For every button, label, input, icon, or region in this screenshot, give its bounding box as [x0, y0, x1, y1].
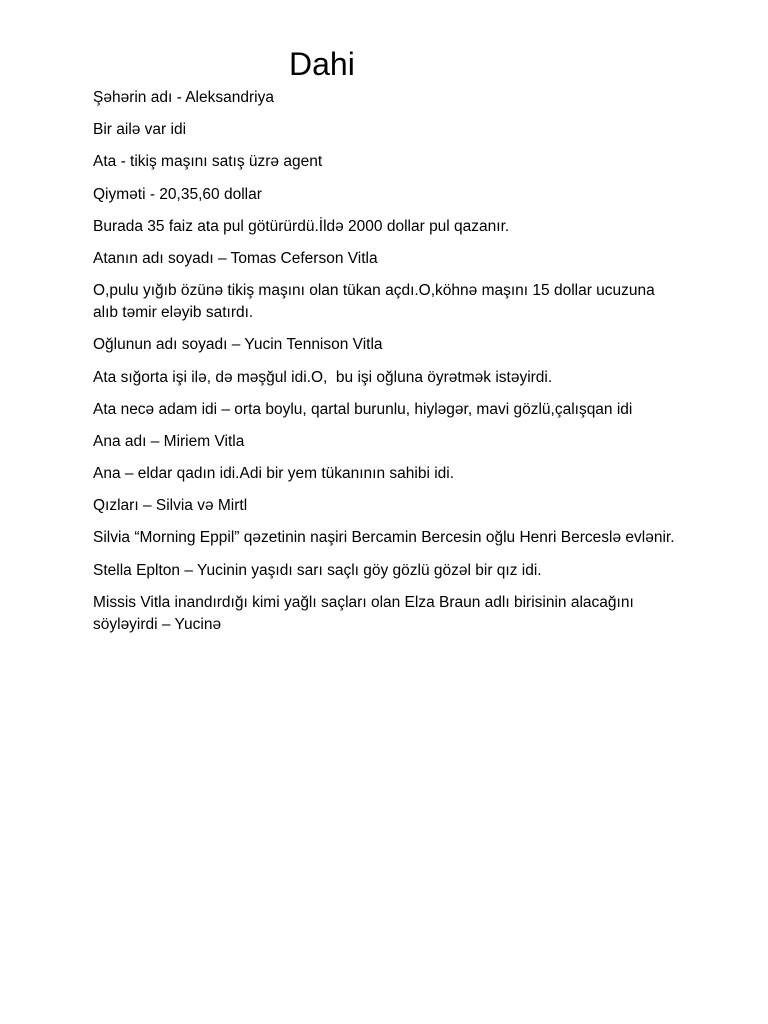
paragraph: Qiyməti - 20,35,60 dollar: [93, 185, 262, 203]
paragraph: Ana adı – Miriem Vitla: [93, 432, 245, 450]
paragraph: Bir ailə var idi: [93, 121, 187, 139]
paragraph: Ata - tikiş maşını satış üzrə agent: [93, 153, 323, 171]
paragraph: Silvia “Morning Eppil” qəzetinin naşiri Bercamin Bercesin oğlu Henri Berceslə evlənir.: [93, 529, 675, 547]
document-body: [93, 87, 683, 646]
paragraph: Oğlunun adı soyadı – Yucin Tennison Vitla: [93, 336, 383, 354]
paragraph: Qızları – Silvia və Mirtl: [93, 497, 248, 515]
paragraph: Ata sığorta işi ilə, də məşğul idi.O, bu işi oğluna öyrətmək istəyirdi.: [93, 368, 553, 386]
paragraph: O,pulu yığıb özünə tikiş maşını olan tükan açdı.O,köhnə maşını 15 dollar ucuzuna alıb təmir eləyib satırdı.: [93, 282, 660, 322]
paragraph: Atanın adı soyadı – Tomas Ceferson Vitla: [93, 249, 378, 267]
paragraph: Şəhərin adı - Aleksandriya: [93, 89, 274, 106]
paragraph: Missis Vitla inandırdığı kimi yağlı saçları olan Elza Braun adlı birisinin alacağını söyləyirdi – Yucinə: [93, 593, 639, 633]
paragraph: Ata necə adam idi – orta boylu, qartal burunlu, hiyləgər, mavi gözlü,çalışqan idi: [93, 400, 633, 418]
paragraph: Stella Eplton – Yucinin yaşıdı sarı saçlı göy gözlü gözəl bir qız idi.: [93, 561, 542, 579]
paragraph: Burada 35 faiz ata pul götürürdü.İldə 2000 dollar pul qazanır.: [93, 217, 510, 235]
document-title: Dahi: [289, 46, 355, 82]
paragraph: Ana – eldar qadın idi.Adi bir yem tükanının sahibi idi.: [93, 465, 455, 483]
